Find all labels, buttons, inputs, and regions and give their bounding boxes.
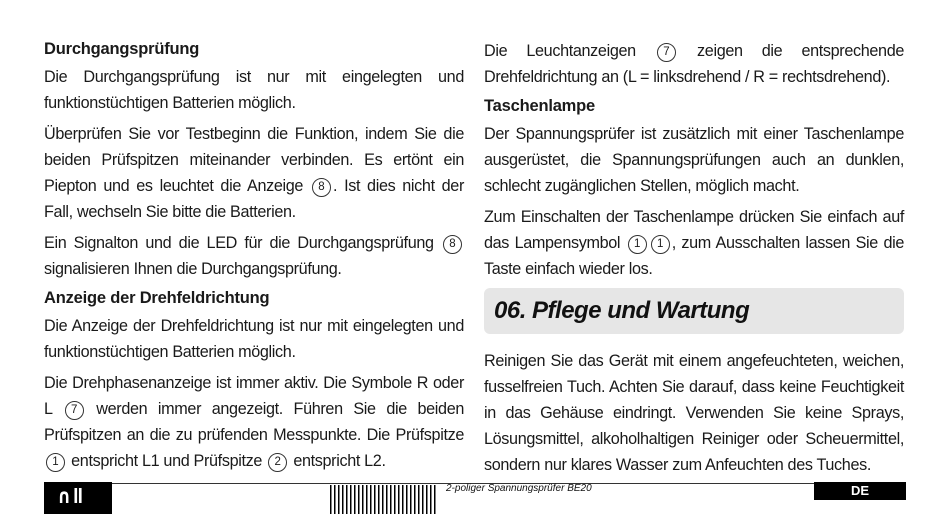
brand-logo	[44, 482, 112, 514]
footer-product-title: 2-poliger Spannungsprüfer BE20	[446, 483, 592, 494]
language-badge: DE	[814, 482, 906, 500]
paragraph-cleaning-instructions: Reinigen Sie das Gerät mit einem angefeuchteten, weichen, fusselfreien Tuch. Achten Sie darauf, dass keine Feuchtigkeit in das Gehäuse eindringt. Verwenden Sie keine Sprays, Lösungsmittel, alkoholhaltigen Reiniger oder Scheuermittel, sondern nur klares Wasser zum Anfeuchten des Tuches.	[484, 352, 904, 474]
paragraph-continuity-check: Überprüfen Sie vor Testbeginn die Funktion, indem Sie die beiden Prüfspitzen miteinander verbinden. Es ertönt ein Piepton und es leuchtet die Anzeige 8 . Ist dies nicht der Fall, wechseln Sie bitte die Batterien.	[44, 125, 464, 221]
paragraph-continuity-intro: Die Durchgangsprüfung ist nur mit eingelegten und funktionstüchtigen Batterien möglich.	[44, 68, 464, 112]
heading-flashlight: Taschenlampe	[484, 97, 596, 115]
left-column	[44, 38, 464, 479]
callout-number: 7	[657, 43, 676, 62]
callout-number: 1	[628, 235, 647, 254]
page-footer	[44, 482, 906, 514]
heading-continuity-test: Durchgangsprüfung	[44, 40, 200, 58]
brand-logo-icon: ∩ǁ	[58, 484, 87, 508]
callout-number: 8	[312, 178, 331, 197]
manual-label-logotype	[330, 485, 438, 514]
paragraph-rotation-intro: Die Anzeige der Drehfeldrichtung ist nur mit eingelegten und funktionstüchtigen Batterien möglich.	[44, 317, 464, 361]
paragraph-indicator-lights: Die Leuchtanzeigen 7 zeigen die entsprechende Drehfeldrichtung an (L = linksdrehend / R = rechtsdrehend).	[484, 42, 905, 86]
paragraph-flashlight-usage: Zum Einschalten der Taschenlampe drücken Sie einfach auf das Lampensymbol 1 1 , zum Ausschalten lassen Sie die Taste einfach wieder los.	[484, 208, 904, 278]
callout-number: 1	[651, 235, 670, 254]
paragraph-continuity-signal: Ein Signalton und die LED für die Durchgangsprüfung 8 signalisieren Ihnen die Durchgangsprüfung.	[44, 230, 464, 282]
paragraph-rotation-detail: Die Drehphasenanzeige ist immer aktiv. Die Symbole R oder L 7 werden immer angezeigt. Führen Sie die beiden Prüfspitzen an die zu prüfenden Messpunkte. Die Prüfspitze 1 entspricht L1 und Prüfspitze 2 entspricht L2.	[44, 374, 464, 470]
callout-number: 1	[46, 453, 65, 472]
right-column	[484, 38, 904, 483]
paragraph-flashlight-intro: Der Spannungsprüfer ist zusätzlich mit einer Taschenlampe ausgerüstet, die Spannungsprüfungen auch an dunklen, schlecht zugänglichen Stellen, möglich macht.	[484, 125, 904, 195]
heading-rotation-display: Anzeige der Drehfeldrichtung	[44, 289, 270, 307]
section-heading-care-maintenance: 06. Pflege und Wartung	[484, 288, 904, 334]
callout-number: 7	[65, 401, 84, 420]
callout-number: 8	[443, 235, 462, 254]
callout-number: 2	[268, 453, 287, 472]
